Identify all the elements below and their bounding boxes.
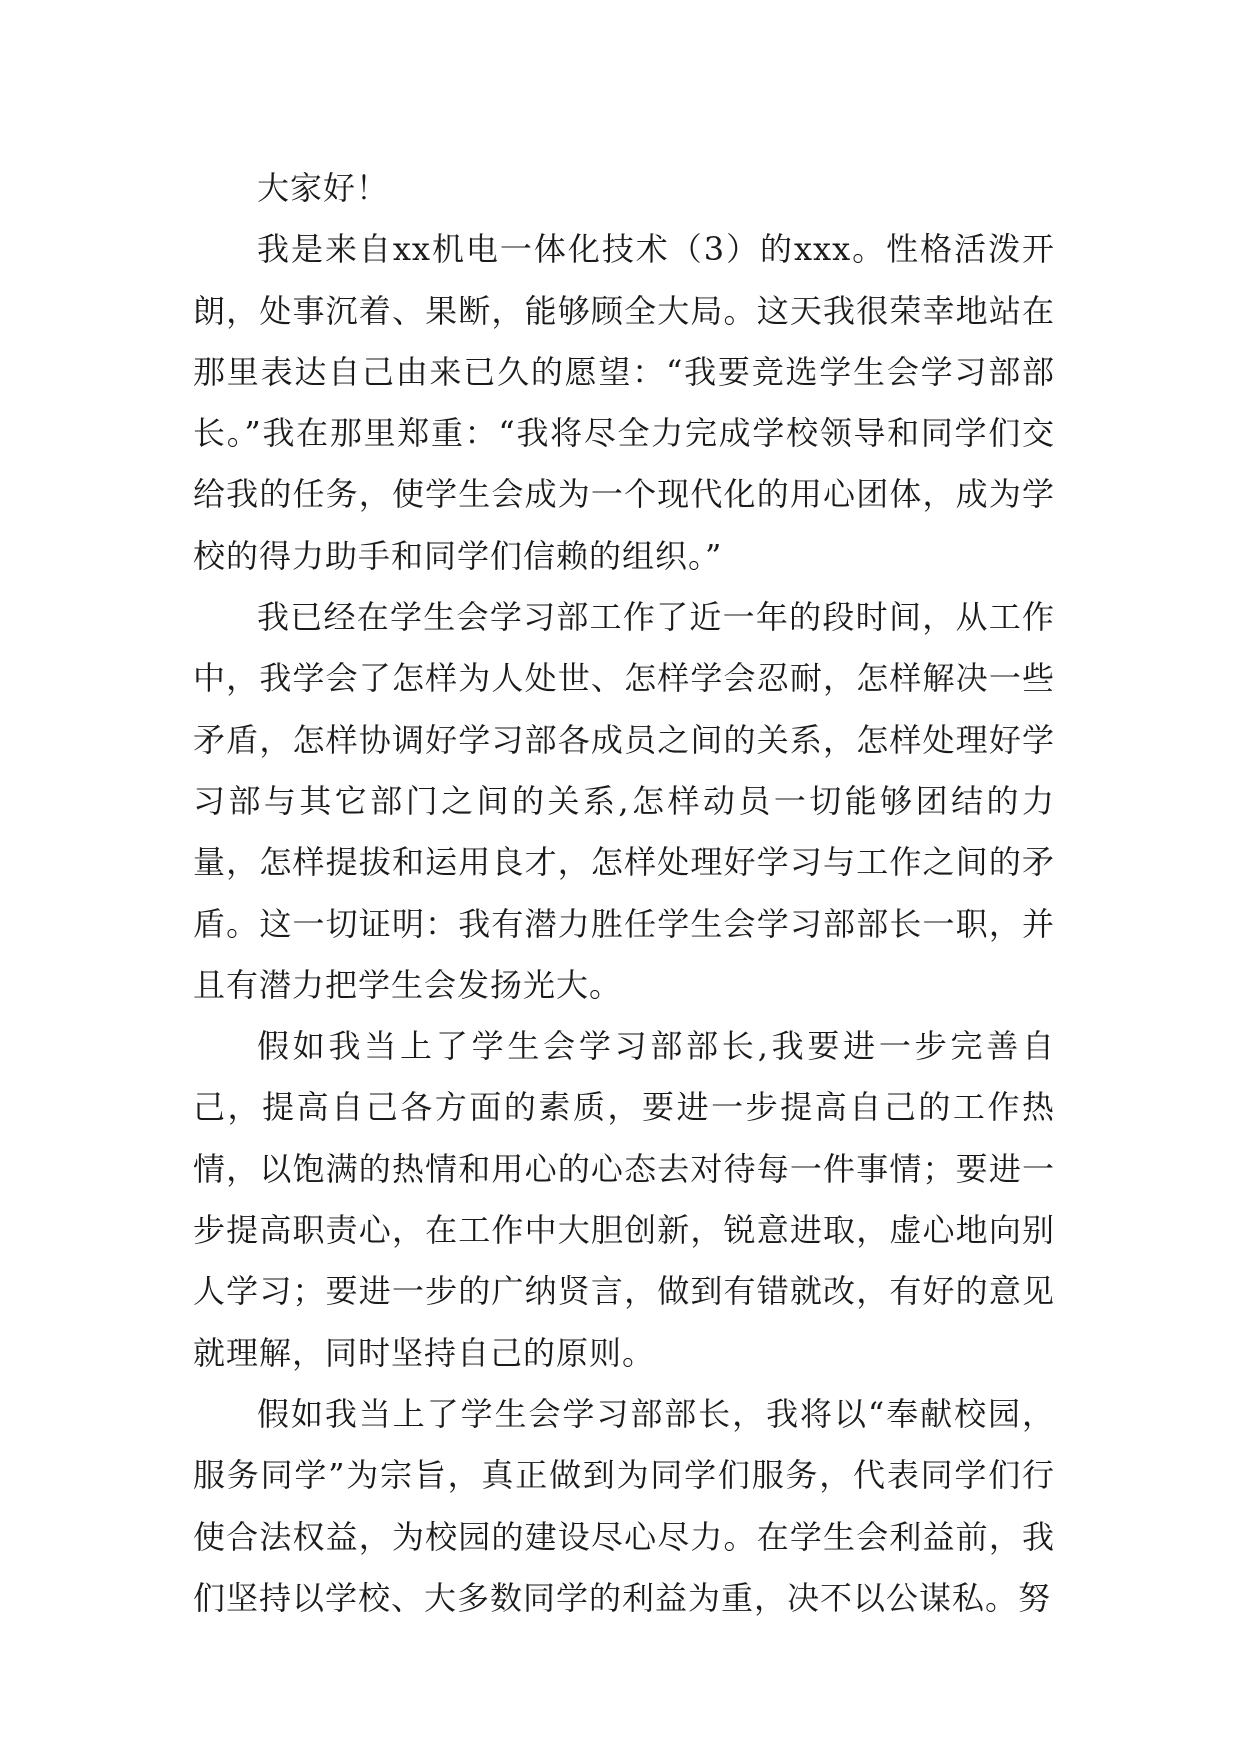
greeting-line: 大家好！ <box>257 169 390 207</box>
paragraph-experience: 我已经在学生会学习部工作了近一年的段时间，从工作中，我学会了怎样为人处世、怎样学会忍耐，怎样解决一些矛盾，怎样协调好学习部各成员之间的关系，怎样处理好学习部与其它部门之间的关系,怎样动员一切能够团结的力量，怎样提拔和运用良才，怎样处理好学习与工作之间的矛盾。这一切证明：我有潜力胜任学生会学习部部长一职，并且有潜力把学生会发扬光大。 <box>193 598 1055 1004</box>
paragraph-intro: 我是来自xx机电一体化技术（3）的xxx。性格活泼开朗，处事沉着、果断，能够顾全大局。这天我很荣幸地站在那里表达自己由来已久的愿望：“我要竞选学生会学习部部长。”我在那里郑重：“我将尽全力完成学校领导和同学们交给我的任务，使学生会成为一个现代化的用心团体，成为学校的得力助手和同学们信赖的组织。” <box>193 230 1055 575</box>
document-body <box>193 158 1055 1629</box>
paragraph-plan-service: 假如我当上了学生会学习部部长，我将以“奉献校园，服务同学”为宗旨，真正做到为同学们服务，代表同学们行使合法权益，为校园的建设尽心尽力。在学生会利益前，我们坚持以学校、大多数同学的利益为重，决不以公谋私。努 <box>193 1394 1055 1617</box>
paragraph-plan-self-improvement: 假如我当上了学生会学习部部长,我要进一步完善自己，提高自己各方面的素质，要进一步提高自己的工作热情，以饱满的热情和用心的心态去对待每一件事情；要进一步提高职责心，在工作中大胆创新，锐意进取，虚心地向别人学习；要进一步的广纳贤言，做到有错就改，有好的意见就理解，同时坚持自己的原则。 <box>193 1027 1055 1372</box>
